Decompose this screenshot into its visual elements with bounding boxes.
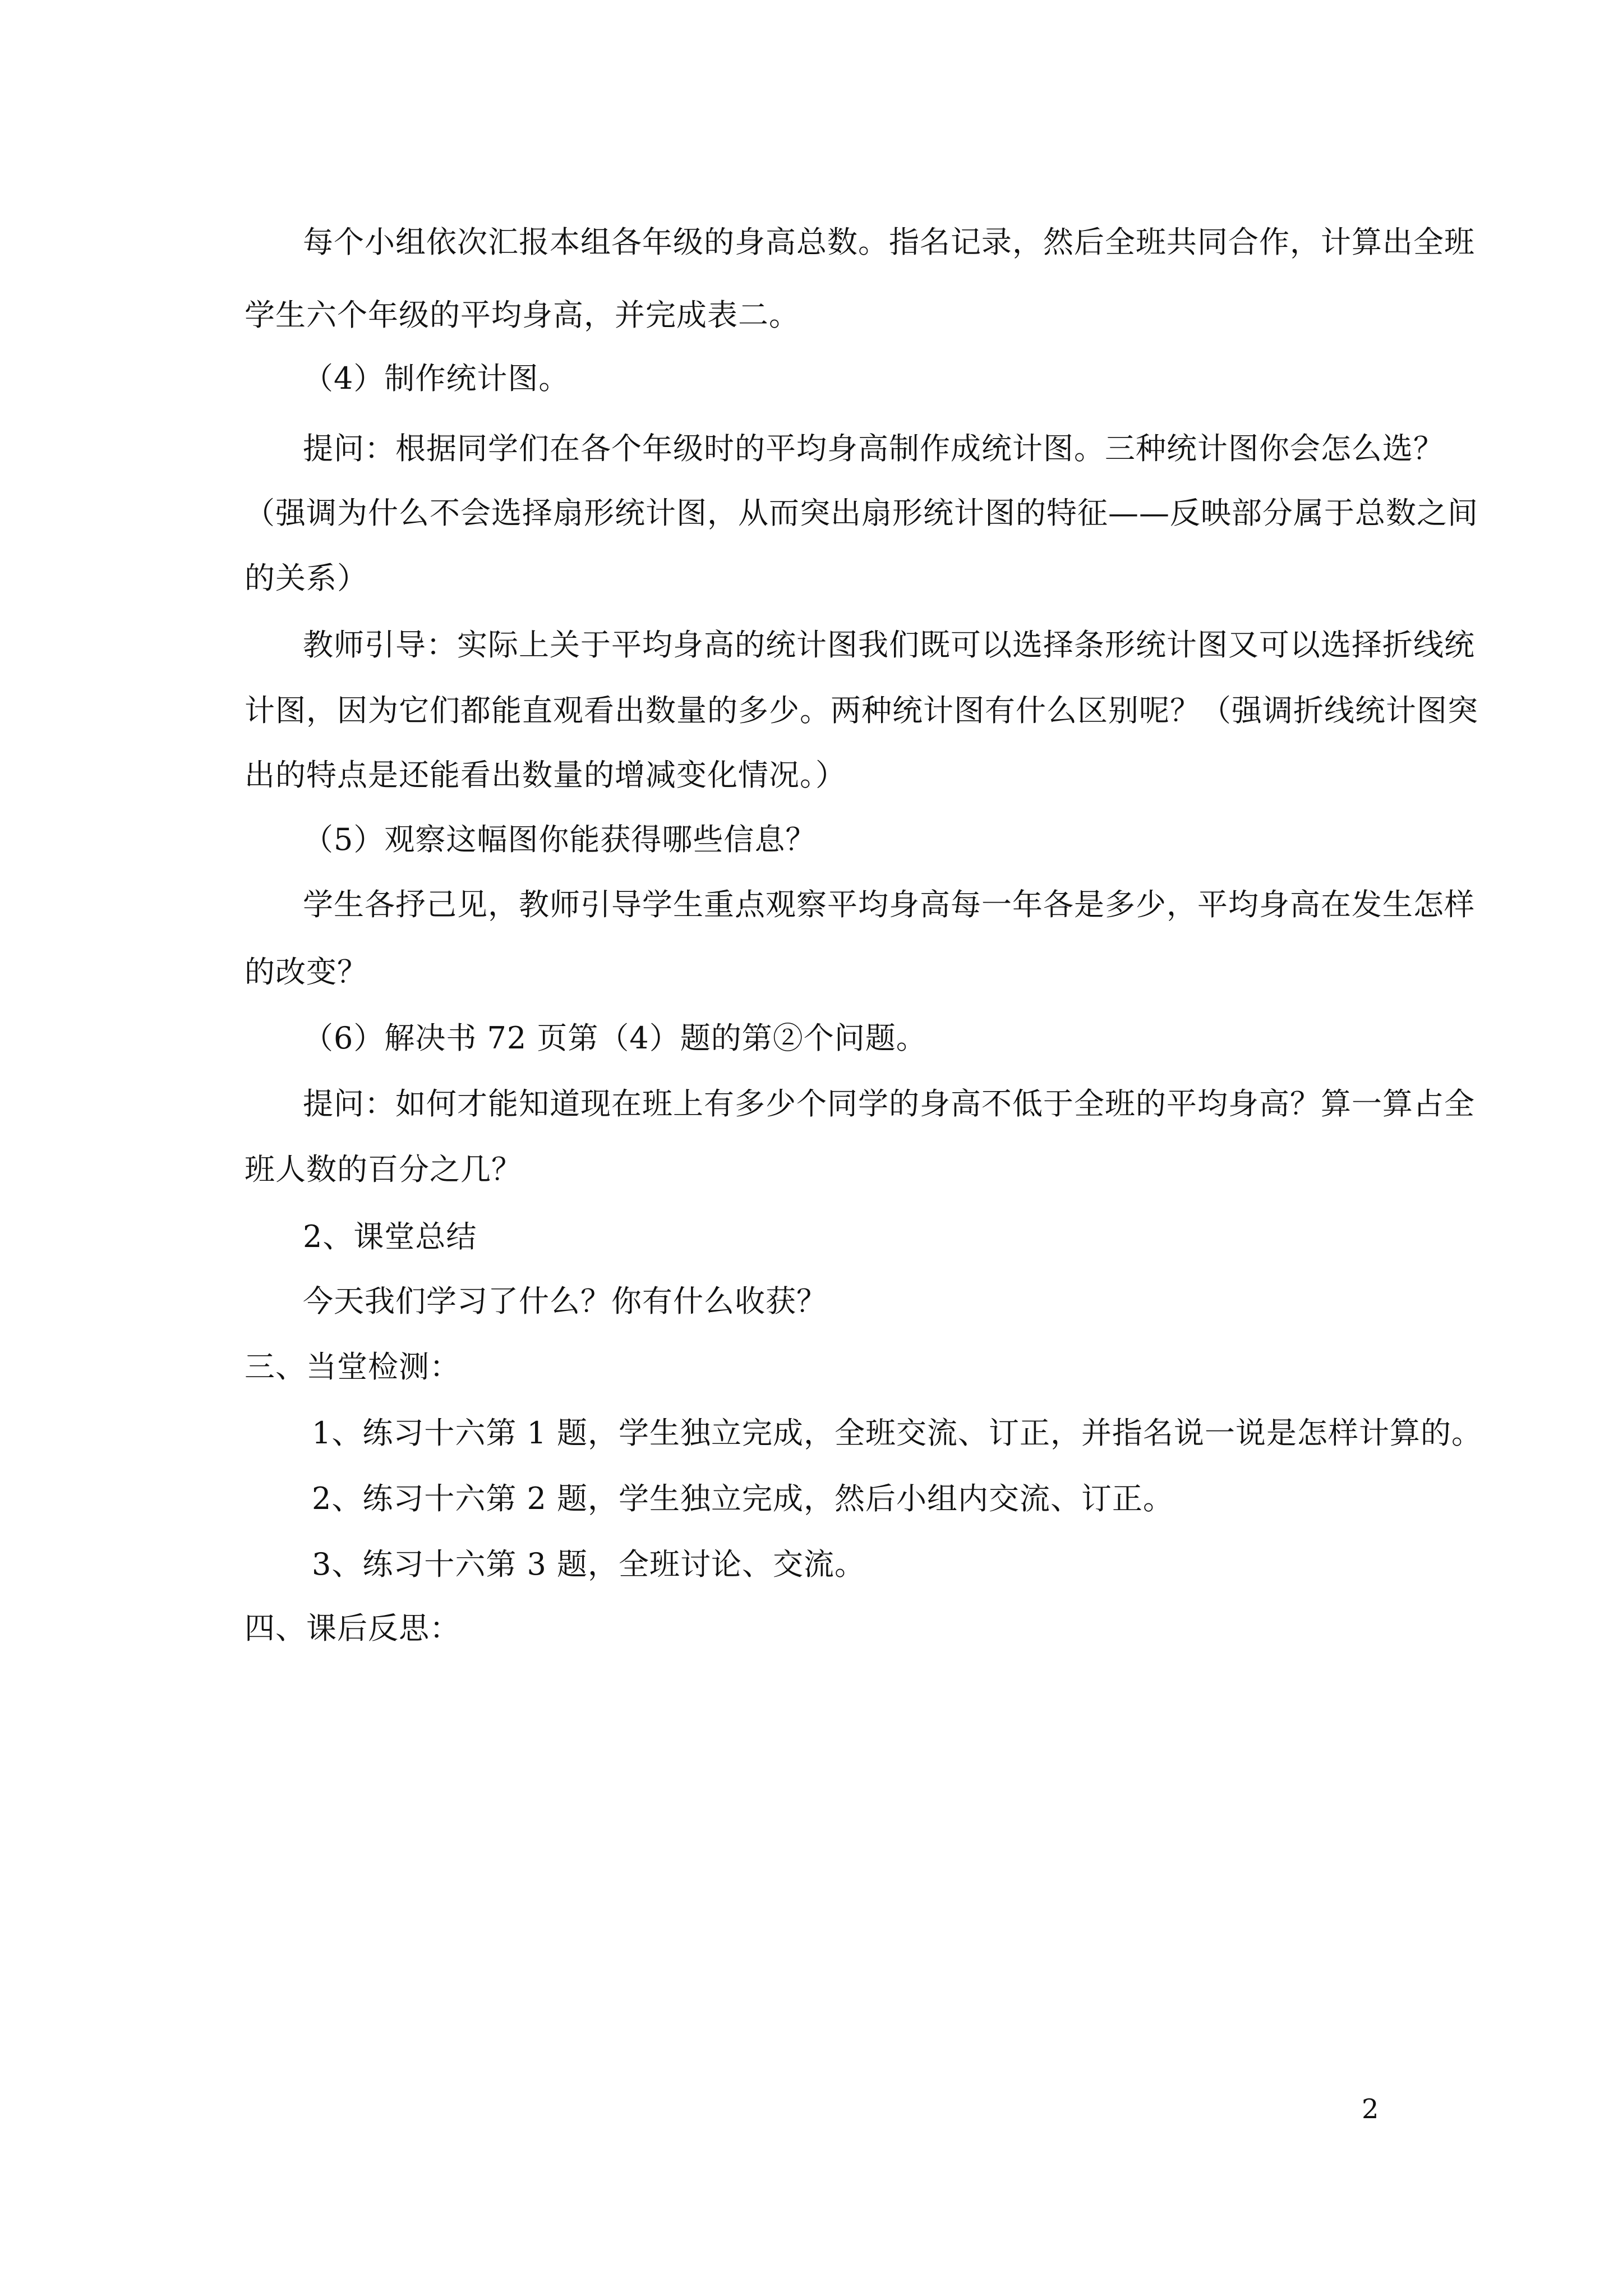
paragraph-line: 计图，因为它们都能直观看出数量的多少。两种统计图有什么区别呢？（强调折线统计图突	[245, 693, 1478, 728]
paragraph-line: （强调为什么不会选择扇形统计图，从而突出扇形统计图的特征——反映部分属于总数之间	[245, 495, 1478, 531]
section-subheading: 2、课堂总结	[303, 1219, 477, 1254]
paragraph-line: 学生各抒己见，教师引导学生重点观察平均身高每一年各是多少，平均身高在发生怎样	[303, 887, 1475, 922]
step-heading: （4）制作统计图。	[303, 361, 570, 396]
paragraph-line: 出的特点是还能看出数量的增减变化情况。）	[245, 757, 846, 793]
list-item: 1、练习十六第 1 题，学生独立完成，全班交流、订正，并指名说一说是怎样计算的。	[312, 1415, 1483, 1451]
paragraph-line: 教师引导：实际上关于平均身高的统计图我们既可以选择条形统计图又可以选择折线统	[303, 627, 1475, 662]
step-heading: （5）观察这幅图你能获得哪些信息？	[303, 822, 817, 857]
paragraph-line: 今天我们学习了什么？你有什么收获？	[303, 1283, 827, 1319]
paragraph-line: 提问：根据同学们在各个年级时的平均身高制作成统计图。三种统计图你会怎么选？	[303, 431, 1444, 466]
paragraph-line: 提问：如何才能知道现在班上有多少个同学的身高不低于全班的平均身高？算一算占全	[303, 1086, 1475, 1121]
paragraph-line: 的关系）	[245, 560, 368, 596]
section-heading: 三、当堂检测：	[245, 1349, 460, 1384]
section-heading: 四、课后反思：	[245, 1611, 460, 1646]
paragraph-line: 班人数的百分之几？	[245, 1152, 522, 1187]
paragraph-line: 每个小组依次汇报本组各年级的身高总数。指名记录，然后全班共同合作，计算出全班	[303, 224, 1475, 260]
list-item: 3、练习十六第 3 题，全班讨论、交流。	[312, 1547, 866, 1582]
paragraph-line: 学生六个年级的平均身高，并完成表二。	[245, 297, 800, 333]
step-heading: （6）解决书 72 页第（4）题的第②个问题。	[303, 1020, 927, 1056]
list-item: 2、练习十六第 2 题，学生独立完成，然后小组内交流、订正。	[312, 1481, 1174, 1516]
paragraph-line: 的改变？	[245, 954, 368, 990]
page-number: 2	[1362, 2093, 1379, 2125]
